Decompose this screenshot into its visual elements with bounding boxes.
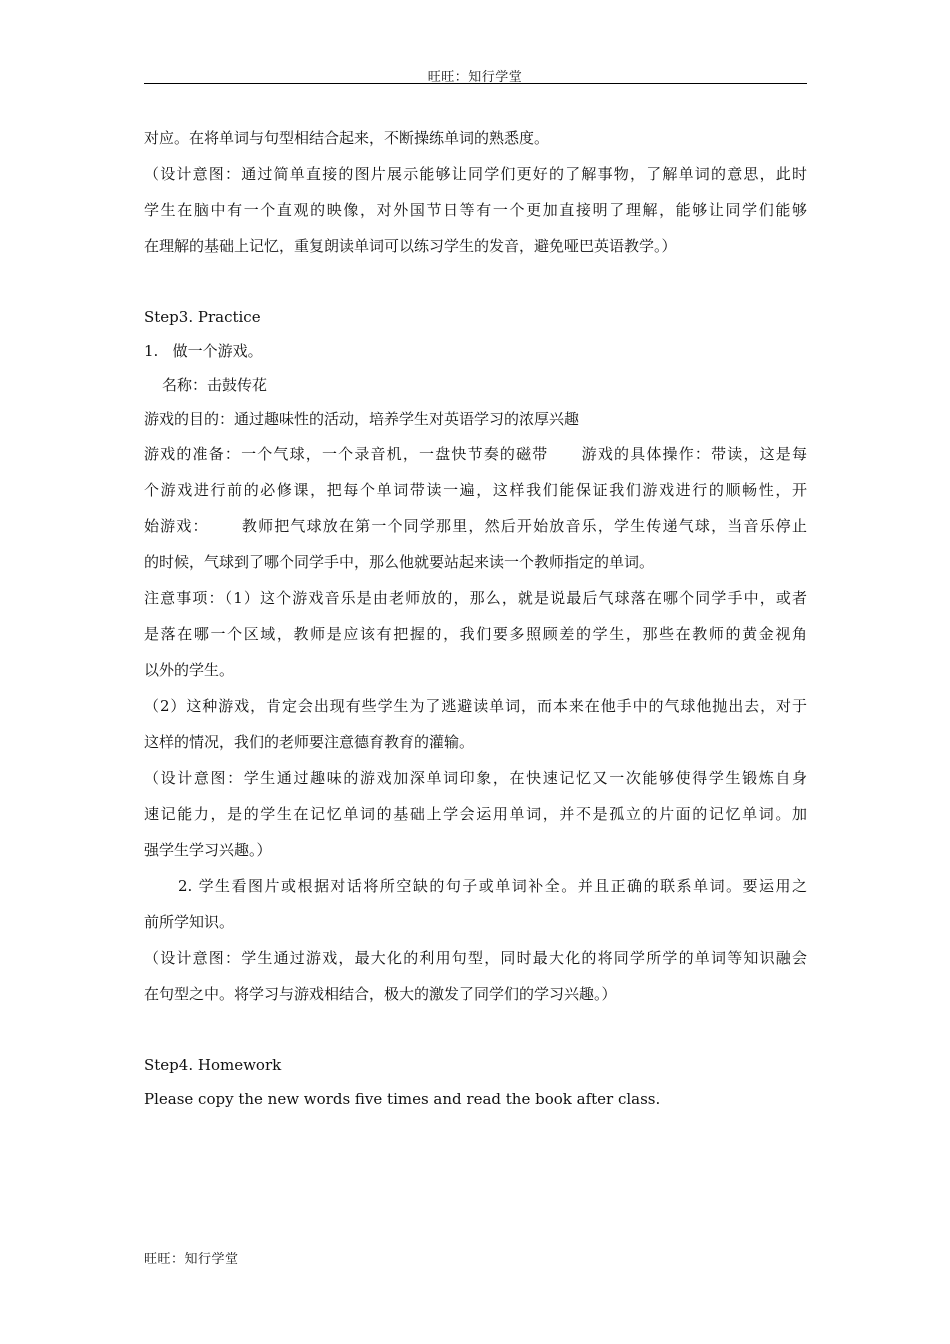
paragraph-line: 游戏的目的：通过趣味性的活动，培养学生对英语学习的浓厚兴趣 <box>144 410 580 428</box>
paragraph-line: 以外的学生。 <box>144 661 235 679</box>
paragraph-line: 在句型之中。将学习与游戏相结合，极大的激发了同学们的学习兴趣。） <box>144 985 617 1003</box>
paragraph-line: （设计意图：学生通过趣味的游戏加深单词印象，在快速记忆又一次能够使得学生锻炼自身 <box>144 769 807 787</box>
text-span: 游戏的准备：一个气球，一个录音机，一盘快节奏的磁带 <box>144 445 549 463</box>
list-item: 2. 学生看图片或根据对话将所空缺的句子或单词补全。并且正确的联系单词。要运用之 <box>178 877 807 895</box>
paragraph-line: （设计意图：通过简单直接的图片展示能够让同学们更好的了解事物，了解单词的意思，此时 <box>144 165 807 183</box>
page-header: 旺旺：知行学堂 <box>427 70 523 85</box>
paragraph-line: 强学生学习兴趣。） <box>144 841 272 859</box>
list-item: 1. 做一个游戏。 <box>144 342 263 360</box>
paragraph-line: Please copy the new words five times and read the book after class. <box>144 1090 661 1108</box>
page-footer: 旺旺：知行学堂 <box>144 1252 239 1267</box>
spacer <box>144 1012 807 1048</box>
text-span: 游戏的具体操作：带读，这是每 <box>580 445 807 463</box>
text-span: 始游戏： <box>144 517 209 535</box>
paragraph-line: 在理解的基础上记忆，重复朗读单词可以练习学生的发音，避免哑巴英语教学。） <box>144 237 677 255</box>
paragraph-line: 对应。在将单词与句型相结合起来，不断操练单词的熟悉度。 <box>144 129 550 147</box>
header-divider <box>144 83 807 84</box>
paragraph-line: 前所学知识。 <box>144 913 235 931</box>
paragraph-line: 注意事项：（1）这个游戏音乐是由老师放的，那么，就是说最后气球落在哪个同学手中，或者 <box>144 589 807 607</box>
paragraph-line: 名称：击鼓传花 <box>162 376 268 394</box>
paragraph-line: 这样的情况，我们的老师要注意德育教育的灌输。 <box>144 733 475 751</box>
paragraph-line <box>144 508 807 544</box>
paragraph-line <box>144 436 807 472</box>
paragraph-line: 速记能力，是的学生在记忆单词的基础上学会运用单词，并不是孤立的片面的记忆单词。加 <box>144 805 807 823</box>
paragraph-line: （设计意图：学生通过游戏，最大化的利用句型，同时最大化的将同学所学的单词等知识融会 <box>144 949 807 967</box>
text-span: 教师把气球放在第一个同学那里，然后开始放音乐，学生传递气球，当音乐停止 <box>240 517 807 535</box>
paragraph-line: （2）这种游戏，肯定会出现有些学生为了逃避读单词，而本来在他手中的气球他抛出去，对于 <box>144 697 807 715</box>
section-heading: Step4. Homework <box>144 1056 282 1074</box>
paragraph-line: 是落在哪一个区域，教师是应该有把握的，我们要多照顾差的学生，那些在教师的黄金视角 <box>144 625 807 643</box>
paragraph-line: 的时候，气球到了哪个同学手中，那么他就要站起来读一个教师指定的单词。 <box>144 553 655 571</box>
section-heading: Step3. Practice <box>144 308 261 326</box>
paragraph-line: 个游戏进行前的必修课，把每个单词带读一遍，这样我们能保证我们游戏进行的顺畅性，开 <box>144 481 807 499</box>
paragraph-line: 学生在脑中有一个直观的映像，对外国节日等有一个更加直接明了理解，能够让同学们能够 <box>144 201 807 219</box>
spacer <box>144 264 807 300</box>
document-body <box>144 120 807 1116</box>
